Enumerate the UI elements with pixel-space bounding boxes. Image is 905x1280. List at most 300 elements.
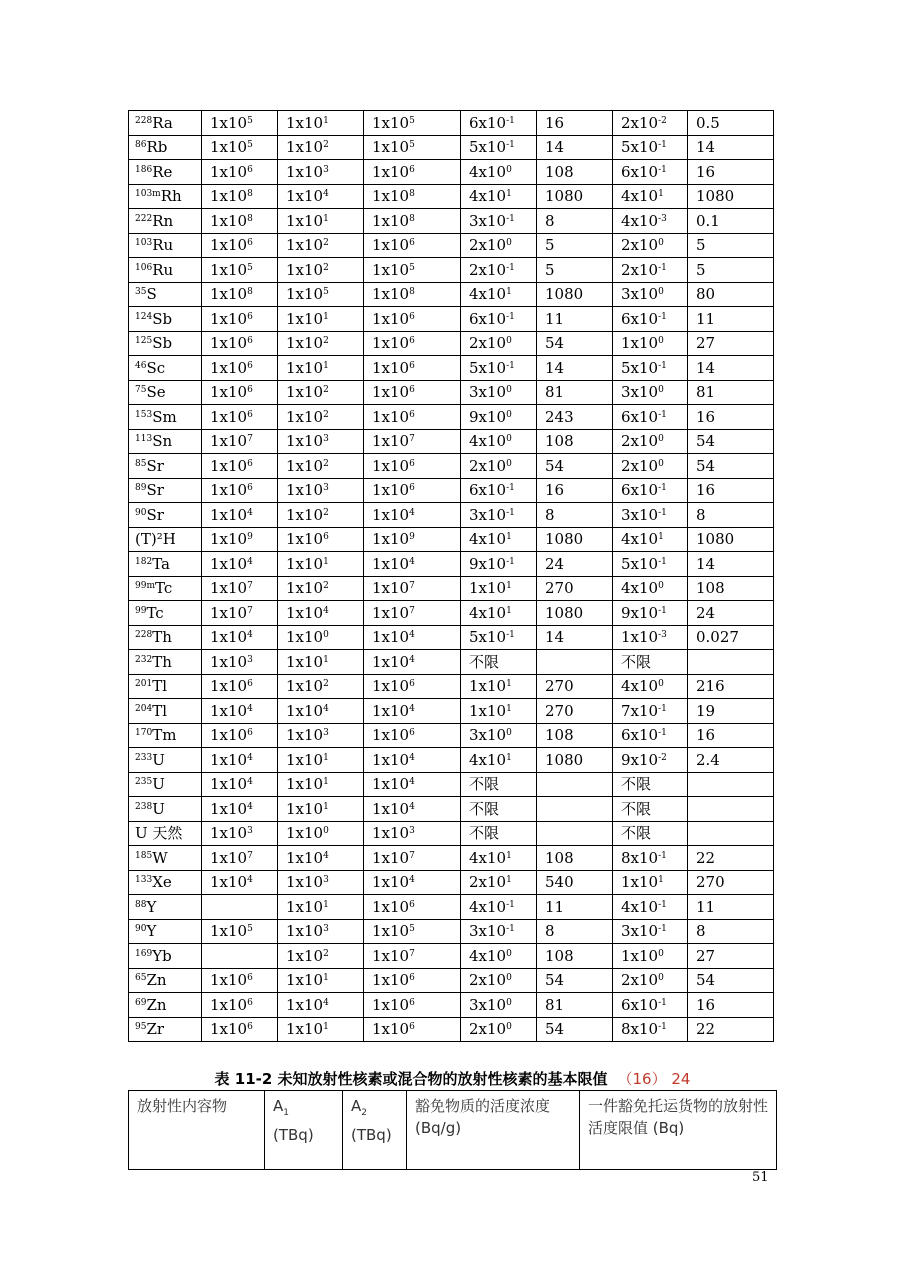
- value-cell-c2: [278, 160, 364, 185]
- value-cell-c7: [688, 601, 774, 626]
- nuclide-cell: [129, 895, 202, 920]
- value-cell-c5: [537, 772, 613, 797]
- value-cell-c7: [688, 748, 774, 773]
- value-base: 1x10: [372, 897, 410, 916]
- value-base: 1x10: [372, 432, 410, 451]
- mass-number: 65: [135, 973, 147, 984]
- value-base: 5x10: [469, 138, 507, 157]
- table-caption: [0, 1068, 905, 1089]
- element-symbol: Zn: [146, 995, 167, 1014]
- value-base: 3x10: [469, 726, 507, 745]
- value-exponent: 6: [409, 238, 415, 249]
- value-text: 16: [696, 995, 716, 1014]
- value-base: 1x10: [286, 481, 324, 500]
- header-exempt-consignment-limit: 一件豁免托运货物的放射性活度限值 (Bq): [580, 1091, 777, 1170]
- value-cell-c3: [364, 454, 461, 479]
- value-base: 1x10: [372, 187, 410, 206]
- value-base: 4x10: [621, 579, 659, 598]
- value-cell-c5: [537, 601, 613, 626]
- value-base: 2x10: [621, 260, 659, 279]
- nuclide-cell: [129, 405, 202, 430]
- value-cell-c3: [364, 282, 461, 307]
- value-exponent: 4: [247, 752, 253, 763]
- value-base: 1x10: [286, 701, 324, 720]
- value-exponent: 2: [323, 948, 329, 959]
- value-base: 1x10: [286, 750, 324, 769]
- value-cell-c3: [364, 184, 461, 209]
- value-exponent: 1: [506, 752, 512, 763]
- value-cell-c1: [202, 405, 278, 430]
- value-base: 1x10: [210, 1020, 248, 1039]
- value-cell-c3: [364, 723, 461, 748]
- value-exponent: 1: [506, 850, 512, 861]
- value-cell-c7: [688, 503, 774, 528]
- value-cell-c6: [613, 650, 688, 675]
- table-row: [129, 772, 774, 797]
- value-exponent: 0: [506, 385, 512, 396]
- value-cell-c7: [688, 968, 774, 993]
- value-cell-c2: [278, 331, 364, 356]
- value-cell-c4: [461, 993, 537, 1018]
- value-base: 1x10: [372, 456, 410, 475]
- value-base: 1x10: [210, 603, 248, 622]
- value-base: 1x10: [372, 530, 410, 549]
- value-cell-c2: [278, 478, 364, 503]
- table-row: [129, 993, 774, 1018]
- value-exponent: 5: [409, 140, 415, 151]
- value-text: 11: [696, 897, 716, 916]
- value-cell-c6: [613, 356, 688, 381]
- value-cell-c1: [202, 233, 278, 258]
- value-base: 1x10: [210, 750, 248, 769]
- element-symbol: Tl: [152, 701, 167, 720]
- value-cell-c1: [202, 772, 278, 797]
- value-cell-c3: [364, 944, 461, 969]
- value-cell-c2: [278, 111, 364, 136]
- nuclide-cell: [129, 797, 202, 822]
- value-cell-c4: [461, 527, 537, 552]
- value-cell-c1: [202, 380, 278, 405]
- table-row: [129, 282, 774, 307]
- value-exponent: 1: [323, 801, 329, 812]
- value-cell-c2: [278, 797, 364, 822]
- value-cell-c3: [364, 233, 461, 258]
- nuclide-cell: [129, 576, 202, 601]
- value-cell-c1: [202, 601, 278, 626]
- nuclide-cell: [129, 625, 202, 650]
- value-base: 1x10: [372, 971, 410, 990]
- value-exponent: 0: [506, 1022, 512, 1033]
- value-cell-c7: [688, 111, 774, 136]
- value-base: 1x10: [286, 260, 324, 279]
- value-base: 1x10: [210, 162, 248, 181]
- value-cell-c5: [537, 797, 613, 822]
- element-symbol: Sb: [152, 309, 173, 328]
- value-cell-c3: [364, 111, 461, 136]
- value-exponent: 4: [247, 875, 253, 886]
- value-exponent: 6: [409, 997, 415, 1008]
- value-cell-c5: [537, 454, 613, 479]
- value-cell-c6: [613, 601, 688, 626]
- value-cell-c5: [537, 723, 613, 748]
- value-base: 2x10: [621, 236, 659, 255]
- value-exponent: 2: [323, 385, 329, 396]
- value-base: 4x10: [621, 187, 659, 206]
- value-exponent: 2: [323, 581, 329, 592]
- value-cell-c2: [278, 919, 364, 944]
- value-cell-c7: [688, 797, 774, 822]
- value-exponent: 4: [247, 703, 253, 714]
- value-base: 4x10: [469, 285, 507, 304]
- table-row: [129, 748, 774, 773]
- value-text: 24: [696, 603, 716, 622]
- value-exponent: -1: [506, 630, 515, 641]
- value-exponent: 3: [323, 924, 329, 935]
- value-cell-c1: [202, 454, 278, 479]
- value-exponent: 6: [247, 336, 253, 347]
- value-exponent: 1: [323, 311, 329, 322]
- mass-number: 235: [135, 777, 153, 788]
- nuclide-table-body: [129, 111, 774, 1042]
- value-base: 1x10: [210, 456, 248, 475]
- value-base: 1x10: [286, 383, 324, 402]
- value-cell-c4: [461, 209, 537, 234]
- value-base: 6x10: [469, 481, 507, 500]
- value-base: 1x10: [372, 677, 410, 696]
- value-base: 1x10: [372, 824, 410, 843]
- element-symbol: Th: [152, 652, 172, 671]
- value-exponent: -1: [658, 311, 667, 322]
- value-cell-c6: [613, 478, 688, 503]
- value-base: 1x10: [372, 260, 410, 279]
- value-cell-c3: [364, 674, 461, 699]
- value-text: 108: [545, 848, 574, 867]
- table-row: [129, 625, 774, 650]
- value-exponent: 6: [409, 458, 415, 469]
- nuclide-cell: [129, 429, 202, 454]
- value-text: 5: [545, 260, 555, 279]
- value-exponent: 7: [247, 605, 253, 616]
- value-text: 270: [696, 873, 725, 892]
- value-exponent: 3: [323, 875, 329, 886]
- value-cell-c7: [688, 870, 774, 895]
- value-exponent: 1: [506, 703, 512, 714]
- value-text: 1080: [696, 187, 735, 206]
- nuclide-cell: [129, 723, 202, 748]
- value-base: 1x10: [210, 530, 248, 549]
- value-base: 3x10: [621, 922, 659, 941]
- value-cell-c4: [461, 307, 537, 332]
- value-base: 不限: [621, 652, 652, 671]
- value-base: 3x10: [469, 505, 507, 524]
- value-base: 1x10: [286, 652, 324, 671]
- table-row: [129, 895, 774, 920]
- value-cell-c7: [688, 674, 774, 699]
- value-cell-c4: [461, 331, 537, 356]
- value-exponent: 2: [323, 140, 329, 151]
- value-exponent: 4: [323, 605, 329, 616]
- value-text: 81: [545, 383, 565, 402]
- value-base: 1x10: [286, 407, 324, 426]
- nuclide-table: [128, 110, 774, 1042]
- value-cell-c4: [461, 429, 537, 454]
- table-row: [129, 258, 774, 283]
- value-cell-c4: [461, 772, 537, 797]
- value-exponent: -3: [658, 213, 667, 224]
- table-caption-title: 表 11-2 未知放射性核素或混合物的放射性核素的基本限值: [214, 1070, 608, 1088]
- element-symbol: Tc: [146, 603, 164, 622]
- table-row: [129, 429, 774, 454]
- mass-number: 46: [135, 360, 147, 371]
- value-base: 1x10: [286, 603, 324, 622]
- value-cell-c1: [202, 797, 278, 822]
- value-exponent: 3: [323, 483, 329, 494]
- value-exponent: 1: [506, 605, 512, 616]
- value-exponent: -1: [658, 507, 667, 518]
- value-cell-c6: [613, 944, 688, 969]
- table-row: [129, 380, 774, 405]
- value-cell-c1: [202, 111, 278, 136]
- value-cell-c7: [688, 919, 774, 944]
- value-exponent: 9: [409, 532, 415, 543]
- value-base: 1x10: [210, 211, 248, 230]
- value-exponent: -1: [658, 899, 667, 910]
- value-base: 1x10: [210, 873, 248, 892]
- value-exponent: 1: [323, 973, 329, 984]
- value-exponent: 1: [323, 213, 329, 224]
- table-row: [129, 478, 774, 503]
- value-exponent: 7: [409, 434, 415, 445]
- value-cell-c3: [364, 380, 461, 405]
- nuclide-cell: [129, 331, 202, 356]
- value-text: 14: [545, 358, 565, 377]
- value-cell-c5: [537, 184, 613, 209]
- value-cell-c7: [688, 846, 774, 871]
- value-exponent: 0: [506, 409, 512, 420]
- value-exponent: 4: [323, 850, 329, 861]
- element-symbol: Tm: [152, 726, 177, 745]
- mass-number: 133: [135, 875, 153, 886]
- value-exponent: 1: [658, 189, 664, 200]
- value-text: 8: [545, 211, 555, 230]
- value-exponent: 6: [247, 973, 253, 984]
- value-cell-c2: [278, 209, 364, 234]
- value-cell-c3: [364, 429, 461, 454]
- nuclide-cell: [129, 478, 202, 503]
- table-row: [129, 233, 774, 258]
- value-exponent: 6: [409, 336, 415, 347]
- value-cell-c6: [613, 454, 688, 479]
- value-base: 1x10: [372, 726, 410, 745]
- value-base: 1x10: [286, 162, 324, 181]
- value-exponent: 1: [323, 360, 329, 371]
- value-cell-c5: [537, 919, 613, 944]
- basic-limits-table: [128, 1090, 777, 1170]
- element-symbol: Tc: [155, 579, 173, 598]
- value-cell-c3: [364, 601, 461, 626]
- value-exponent: 0: [658, 336, 664, 347]
- value-exponent: 4: [247, 556, 253, 567]
- value-cell-c2: [278, 723, 364, 748]
- value-exponent: 6: [247, 360, 253, 371]
- value-cell-c7: [688, 380, 774, 405]
- value-cell-c2: [278, 503, 364, 528]
- value-base: 1x10: [372, 554, 410, 573]
- value-base: 1x10: [372, 946, 410, 965]
- value-text: 216: [696, 677, 725, 696]
- element-symbol: Rb: [146, 138, 168, 157]
- value-text: 11: [696, 309, 716, 328]
- table-row: [129, 846, 774, 871]
- value-exponent: 2: [323, 238, 329, 249]
- value-cell-c1: [202, 895, 278, 920]
- value-cell-c1: [202, 307, 278, 332]
- value-cell-c4: [461, 723, 537, 748]
- value-base: 1x10: [372, 848, 410, 867]
- value-base: 1x10: [372, 579, 410, 598]
- value-exponent: 5: [323, 287, 329, 298]
- value-cell-c6: [613, 870, 688, 895]
- value-base: 不限: [621, 824, 652, 843]
- value-base: 1x10: [372, 407, 410, 426]
- value-cell-c5: [537, 307, 613, 332]
- value-cell-c6: [613, 429, 688, 454]
- value-cell-c3: [364, 968, 461, 993]
- value-text: 108: [545, 432, 574, 451]
- value-base: 1x10: [286, 579, 324, 598]
- value-base: 1x10: [210, 628, 248, 647]
- value-cell-c2: [278, 650, 364, 675]
- value-text: 16: [696, 726, 716, 745]
- value-base: 5x10: [621, 358, 659, 377]
- header-exempt-concentration: 豁免物质的活度浓度(Bq/g): [407, 1091, 580, 1170]
- value-cell-c5: [537, 405, 613, 430]
- value-cell-c4: [461, 895, 537, 920]
- value-base: 4x10: [621, 530, 659, 549]
- value-base: 2x10: [469, 873, 507, 892]
- value-cell-c5: [537, 527, 613, 552]
- value-cell-c6: [613, 821, 688, 846]
- value-exponent: -1: [658, 164, 667, 175]
- value-cell-c5: [537, 968, 613, 993]
- value-base: 不限: [469, 775, 500, 794]
- value-cell-c1: [202, 552, 278, 577]
- table-row: [129, 454, 774, 479]
- value-base: 1x10: [372, 138, 410, 157]
- value-exponent: -1: [658, 728, 667, 739]
- value-base: 不限: [469, 652, 500, 671]
- value-exponent: 6: [409, 899, 415, 910]
- value-base: 1x10: [286, 1020, 324, 1039]
- value-cell-c5: [537, 209, 613, 234]
- value-base: 1x10: [210, 260, 248, 279]
- value-cell-c1: [202, 209, 278, 234]
- value-cell-c6: [613, 968, 688, 993]
- value-exponent: 6: [409, 973, 415, 984]
- value-exponent: 3: [323, 728, 329, 739]
- value-base: 5x10: [469, 628, 507, 647]
- value-exponent: 6: [323, 532, 329, 543]
- header-a2: $A_2$ (TBq): [343, 1091, 407, 1170]
- value-text: 0.5: [696, 113, 720, 132]
- value-exponent: -1: [658, 997, 667, 1008]
- value-base: 1x10: [286, 334, 324, 353]
- value-cell-c2: [278, 454, 364, 479]
- value-cell-c4: [461, 258, 537, 283]
- value-cell-c6: [613, 282, 688, 307]
- element-symbol: Re: [152, 162, 173, 181]
- value-cell-c4: [461, 135, 537, 160]
- value-text: 8: [696, 922, 706, 941]
- value-exponent: 4: [409, 507, 415, 518]
- nuclide-cell: [129, 601, 202, 626]
- nuclide-cell: [129, 748, 202, 773]
- value-cell-c2: [278, 282, 364, 307]
- value-text: 11: [545, 309, 565, 328]
- value-cell-c1: [202, 160, 278, 185]
- mass-number: 186: [135, 164, 153, 175]
- value-text: 27: [696, 334, 716, 353]
- value-text: 11: [545, 897, 565, 916]
- value-base: 1x10: [286, 922, 324, 941]
- value-text: 54: [545, 1020, 565, 1039]
- value-cell-c5: [537, 380, 613, 405]
- value-exponent: 8: [247, 189, 253, 200]
- value-exponent: -1: [658, 703, 667, 714]
- value-cell-c3: [364, 258, 461, 283]
- table-row: [129, 331, 774, 356]
- value-base: 1x10: [621, 334, 659, 353]
- value-base: 2x10: [469, 456, 507, 475]
- value-exponent: 4: [247, 801, 253, 812]
- value-cell-c1: [202, 503, 278, 528]
- value-exponent: 0: [323, 826, 329, 837]
- mass-number: 85: [135, 458, 147, 469]
- value-base: 1x10: [286, 873, 324, 892]
- value-base: 1x10: [286, 775, 324, 794]
- value-base: 4x10: [469, 530, 507, 549]
- value-cell-c1: [202, 919, 278, 944]
- value-exponent: 0: [506, 948, 512, 959]
- value-exponent: 1: [323, 115, 329, 126]
- value-base: 1x10: [372, 995, 410, 1014]
- nuclide-cell: [129, 527, 202, 552]
- value-cell-c2: [278, 601, 364, 626]
- table-row: [129, 405, 774, 430]
- value-cell-c1: [202, 356, 278, 381]
- value-cell-c7: [688, 895, 774, 920]
- value-cell-c6: [613, 258, 688, 283]
- value-base: 1x10: [210, 701, 248, 720]
- value-cell-c4: [461, 454, 537, 479]
- value-cell-c5: [537, 282, 613, 307]
- value-exponent: -1: [658, 850, 667, 861]
- mass-number: 232: [135, 654, 153, 665]
- value-exponent: -2: [658, 115, 667, 126]
- table-row: [129, 527, 774, 552]
- value-cell-c1: [202, 527, 278, 552]
- value-base: 1x10: [372, 1020, 410, 1039]
- value-base: 1x10: [210, 383, 248, 402]
- mass-number: 233: [135, 752, 153, 763]
- value-cell-c2: [278, 429, 364, 454]
- nuclide-cell: [129, 699, 202, 724]
- value-cell-c5: [537, 552, 613, 577]
- value-base: 1x10: [286, 971, 324, 990]
- value-cell-c3: [364, 821, 461, 846]
- value-cell-c5: [537, 258, 613, 283]
- value-exponent: 6: [409, 679, 415, 690]
